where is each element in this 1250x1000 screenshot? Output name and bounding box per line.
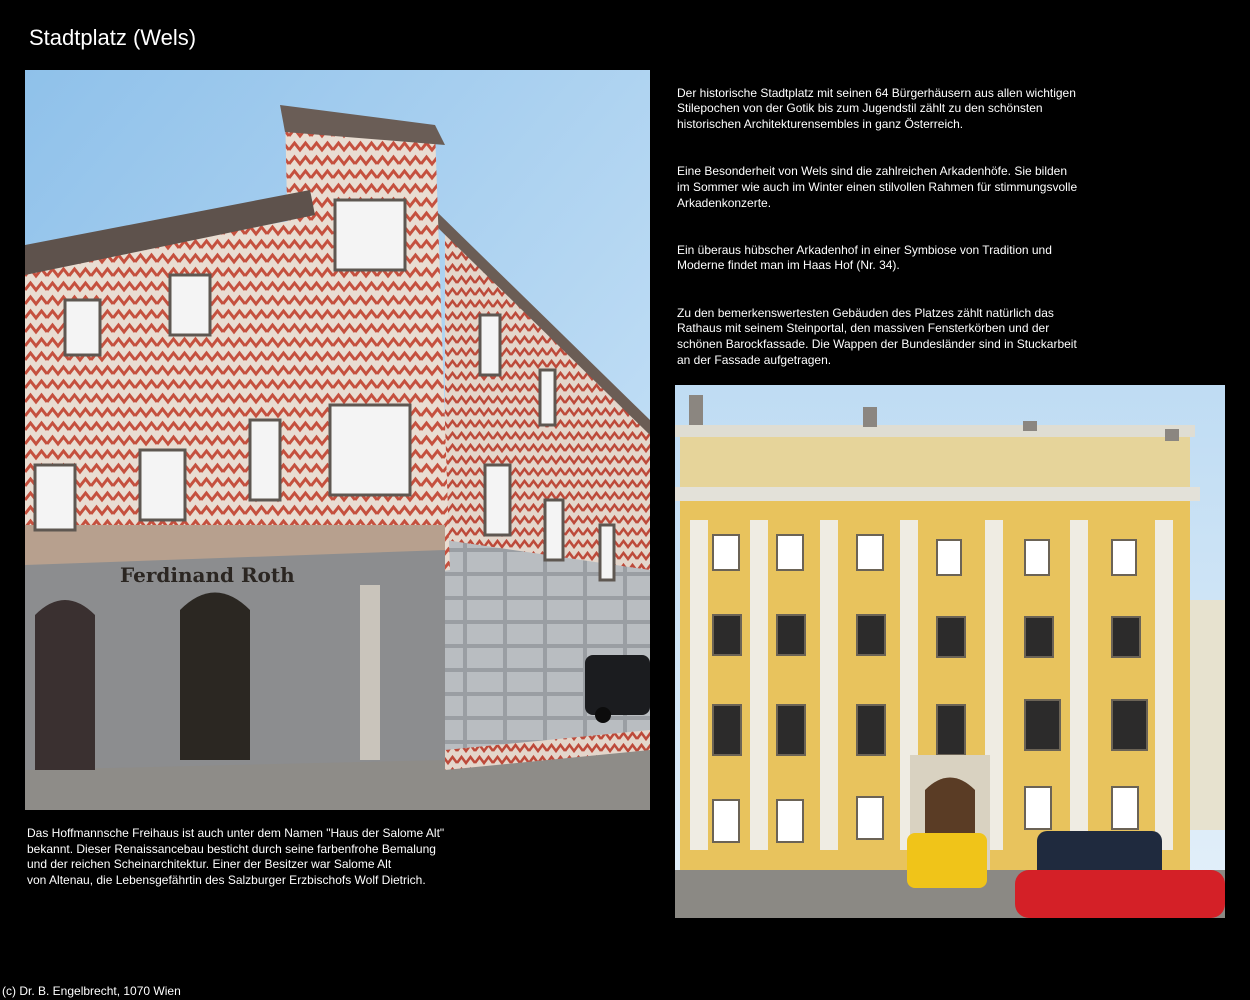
shop-sign-text: Ferdinand Roth bbox=[120, 563, 295, 587]
caption-hoffmannsches-freihaus: Das Hoffmannsche Freihaus ist auch unter dem Namen "Haus der Salome Alt" bekannt. Dieser Renaissancebau besticht durch seine farbenfrohe Bemalung und der reichen Scheinarchitektur. Einer der Besitzer war Salome Alt von Altenau, die Lebensgefährtin des Salzburger Erzbischofs Wolf Dietrich. bbox=[27, 826, 445, 888]
page-title: Stadtplatz (Wels) bbox=[29, 25, 197, 50]
intro-paragraph: Zu den bemerkenswertesten Gebäuden des Platzes zählt natürlich das Rathaus mit seinem Steinportal, den massiven Fensterkörben und der schönen Barockfassade. Die Wappen der Bundesländer sind in Stuckarbeit an der Fassade aufgetragen. bbox=[677, 305, 1077, 367]
intro-paragraph: Ein überaus hübscher Arkadenhof in einer Symbiose von Tradition und Moderne findet man im Haas Hof (Nr. 34). bbox=[677, 242, 1052, 273]
copyright-footer: (c) Dr. B. Engelbrecht, 1070 Wien bbox=[2, 984, 181, 998]
photo-rathaus bbox=[675, 385, 1225, 918]
intro-paragraph: Eine Besonderheit von Wels sind die zahlreichen Arkadenhöfe. Sie bilden im Sommer wie auch im Winter einen stilvollen Rahmen für stimmungsvolle Arkadenkonzerte. bbox=[677, 164, 1078, 210]
intro-paragraph: Der historische Stadtplatz mit seinen 64 Bürgerhäusern aus allen wichtigen Stilepochen von der Gotik bis zum Jugendstil zählt zu den schönsten historischen Architekturensembles in ganz Österreich. bbox=[677, 85, 1076, 132]
photo-hoffmannsches-freihaus bbox=[25, 70, 650, 810]
